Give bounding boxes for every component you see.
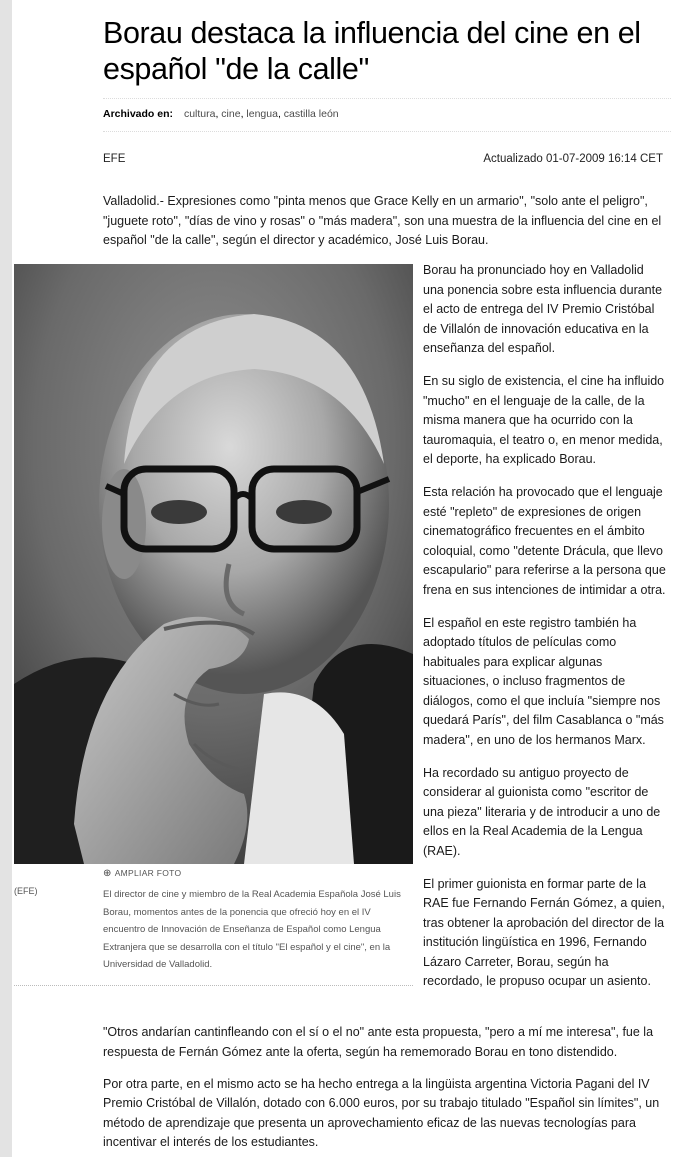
body-paragraph: El español en este registro también ha adoptado títulos de películas como habituales para explicar algunas situaciones, o incluso fragmentos de diálogos, como el que incluía "siempre nos quedará París", del film Casablanca o "más madera", en uno de los hermanos Marx. xyxy=(423,615,664,747)
photo-caption: El director de cine y miembro de la Real Academia Española José Luis Borau, momentos antes de la ponencia que ofreció hoy en el IV encuentro de Innovación de Enseñanza de Español como Lengua Extranjera que se desarrolla con el título "El español y el cine", en la Universidad de Valladolid. xyxy=(103,889,401,970)
body-paragraph: En su siglo de existencia, el cine ha influido "mucho" en el lenguaje de la calle, de la misma manera que ha ocurrido con la tauromaquia, el teatro o, en menor medida, el deporte, ha explicado Borau. xyxy=(423,374,665,466)
tag-link-lengua[interactable]: lengua xyxy=(246,108,278,120)
side-column xyxy=(423,261,667,1005)
portrait-image xyxy=(14,264,413,864)
divider xyxy=(103,98,671,99)
photo-credit: (EFE) xyxy=(14,886,38,896)
lead-paragraph: Valladolid.- Expresiones como "pinta menos que Grace Kelly en un armario", "solo ante el peligro", "juguete roto", "días de vino y rosas" o "más madera", son una muestra de la influencia del cine en el español "de la calle", según el director y académico, José Luis Borau. xyxy=(103,194,662,247)
article-source: EFE xyxy=(103,153,126,165)
article-photo[interactable] xyxy=(14,264,413,864)
updated-timestamp: Actualizado 01-07-2009 16:14 CET xyxy=(483,153,663,165)
divider xyxy=(103,131,671,132)
caption-divider xyxy=(14,985,413,986)
body-paragraph: "Otros andarían cantinfleando con el sí o el no" ante esta propuesta, "pero a mí me interesa", fue la respuesta de Fernán Gómez ante la oferta, según ha rememorado Borau en tono distendido. xyxy=(103,1025,654,1059)
body-paragraph: Borau ha pronunciado hoy en Valladolid una ponencia sobre esta influencia durante el acto de entrega del IV Premio Cristóbal de Villalón de innovación educativa en la enseñanza del español. xyxy=(423,263,663,355)
archive-tags: Archivado en: cultura, cine, lengua, castilla león xyxy=(103,108,339,120)
zoom-plus-icon: ⊕ xyxy=(103,868,112,879)
article-headline: Borau destaca la influencia del cine en el español "de la calle" xyxy=(103,16,641,86)
enlarge-photo-link[interactable] xyxy=(103,868,181,879)
tag-link-cine[interactable]: cine xyxy=(221,108,241,120)
tag-link-cultura[interactable]: cultura xyxy=(183,108,216,120)
enlarge-label: AMPLIAR FOTO xyxy=(114,868,182,878)
body-paragraph: Ha recordado su antiguo proyecto de considerar al guionista como "escritor de una pieza" literaria y de introducir a uno de ellos en la Real Academia de la Lengua (RAE). xyxy=(423,765,661,858)
bottom-column xyxy=(103,1023,673,1165)
body-paragraph: Por otra parte, en el mismo acto se ha hecho entrega a la lingüista argentina Victoria Pagani del IV Premio Cristóbal de Villalón, dotado con 6.000 euros, por su trabajo titulado "Español sin límites", un método de aprendizaje que presenta un aprovechamiento eficaz de las nuevas tecnologías para incentivar el interés de los estudiantes. xyxy=(103,1076,660,1149)
archive-label: Archivado en: xyxy=(103,108,174,120)
page-left-margin xyxy=(0,0,12,1157)
body-paragraph: Esta relación ha provocado que el lenguaje esté "repleto" de expresiones de origen cinematográfico frecuentes en el ámbito coloquial, como "detente Drácula, que llevo escapulario" para referirse a la persona que frena en sus intenciones de intimidar a otra. xyxy=(423,485,666,597)
tag-link-castilla-leon[interactable]: castilla león xyxy=(283,108,339,120)
body-paragraph: El primer guionista en formar parte de la RAE fue Fernando Fernán Gómez, a quien, tras obtener la aprobación del director de la institución lingüística en 1996, Fernando Lázaro Carreter, Borau, según ha recordado, le propuso ocupar un asiento. xyxy=(423,876,665,988)
